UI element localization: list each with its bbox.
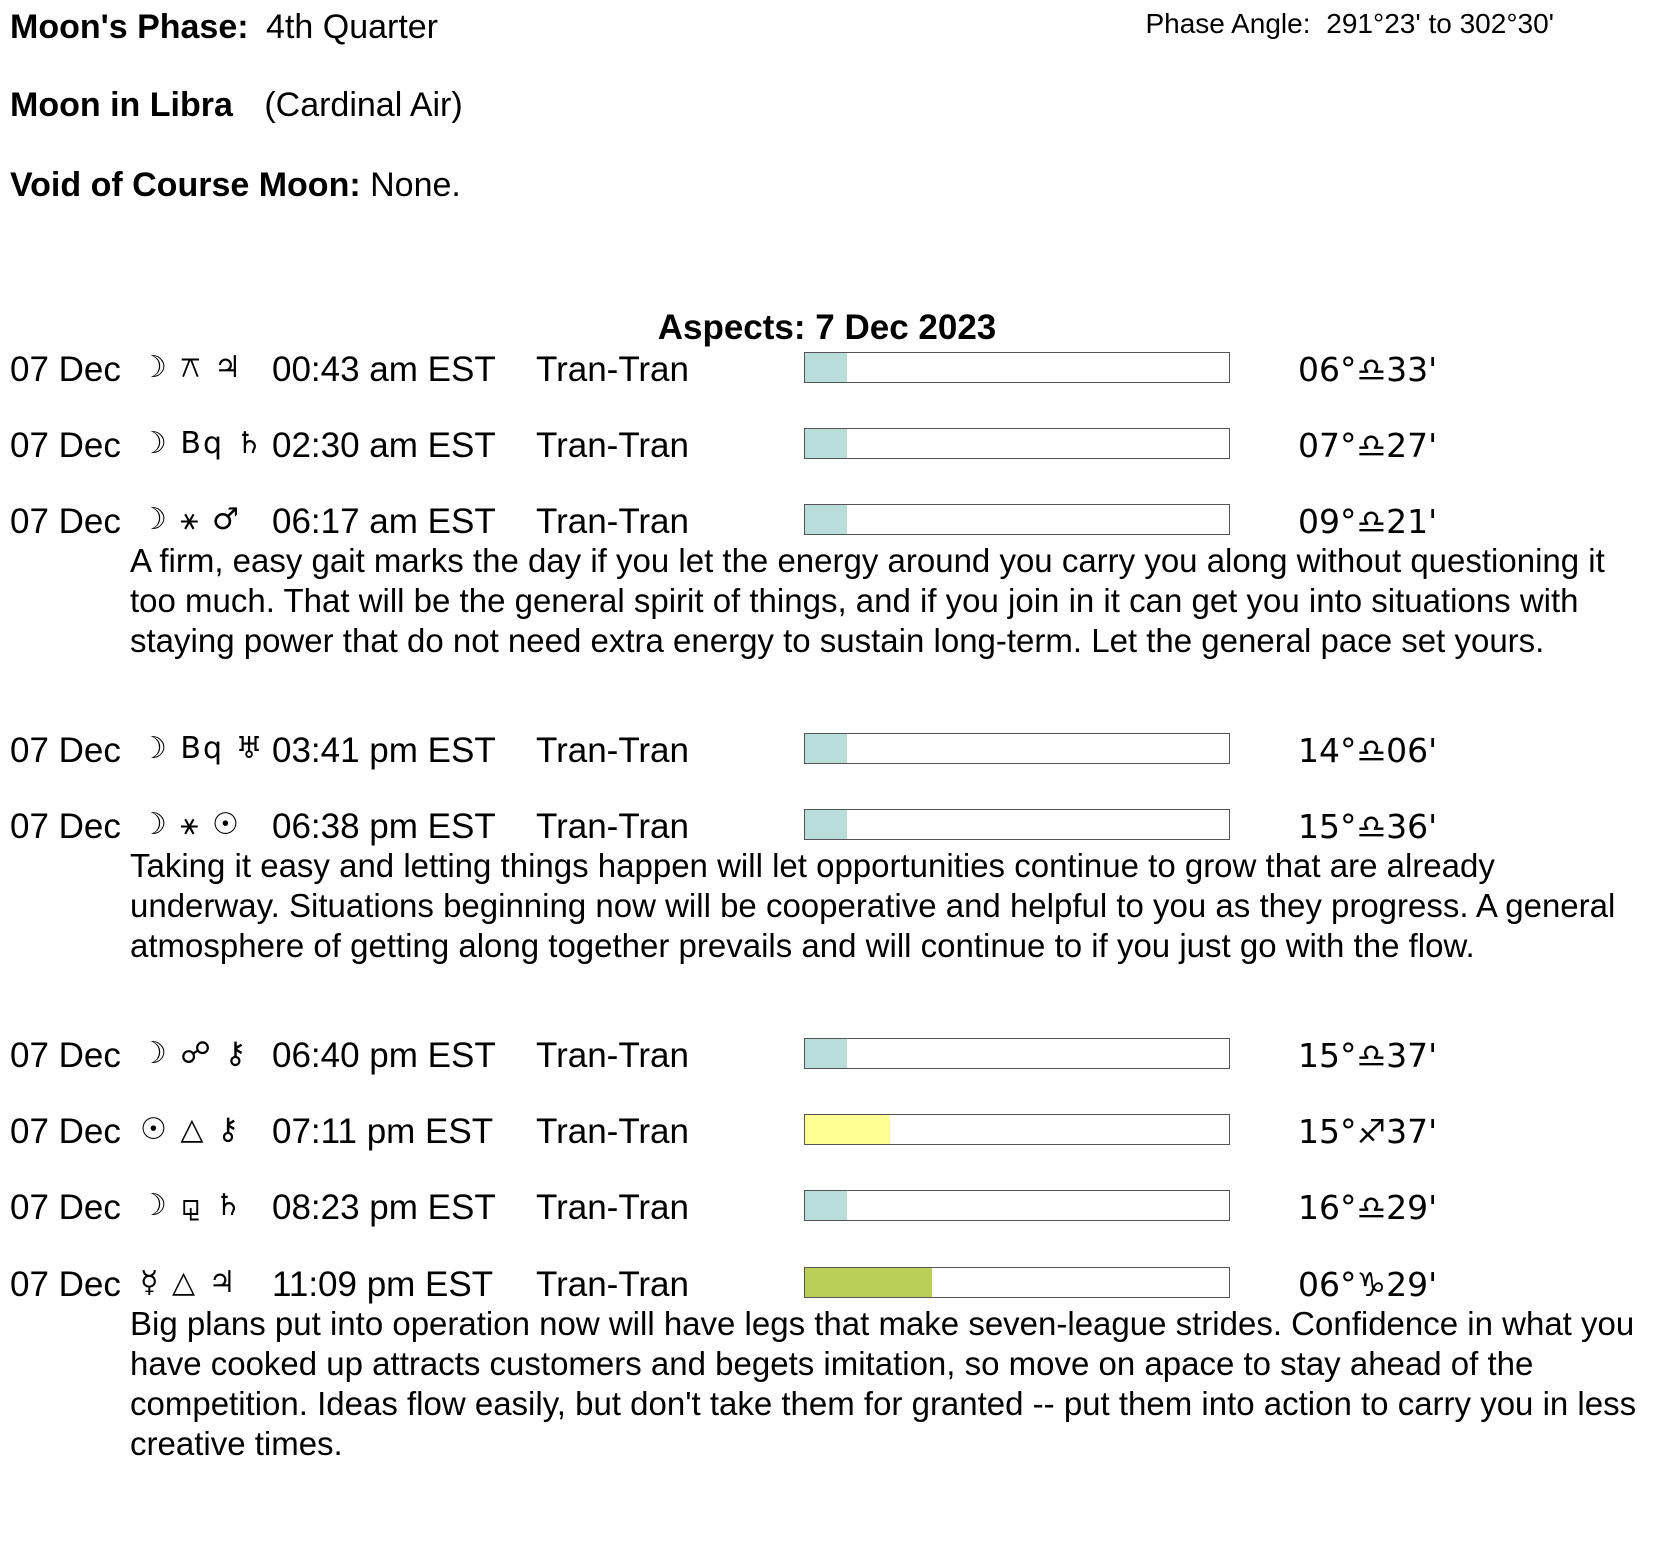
- moon-phase-label: Moon's Phase:: [10, 8, 249, 46]
- aspect-time: 11:09 pm EST: [272, 1265, 494, 1304]
- aspect-position: 16°♎29': [1298, 1188, 1438, 1227]
- aspect-strength-bar: [804, 1190, 1230, 1221]
- aspect-glyphs: ☽ ⚹ ♂: [140, 502, 241, 537]
- aspect-date: 07 Dec: [10, 731, 121, 770]
- aspect-strength-fill: [805, 429, 847, 458]
- aspect-position: 14°♎06': [1298, 731, 1438, 770]
- aspect-strength-fill: [805, 734, 847, 763]
- aspect-glyphs: ☽ ⚹ ☉: [140, 807, 241, 842]
- aspect-position: 07°♎27': [1298, 426, 1438, 465]
- aspect-date: 07 Dec: [10, 502, 121, 541]
- aspect-position: 15°♎37': [1298, 1036, 1438, 1075]
- aspect-position: 15°♎36': [1298, 807, 1438, 846]
- aspect-kind: Tran-Tran: [536, 1036, 689, 1075]
- aspect-date: 07 Dec: [10, 1112, 121, 1151]
- aspect-time: 02:30 am EST: [272, 426, 496, 465]
- aspect-position: 06°♎33': [1298, 350, 1438, 389]
- aspect-strength-bar: [804, 504, 1230, 535]
- aspect-glyphs: ☽ Bq ♄: [140, 426, 265, 461]
- aspect-date: 07 Dec: [10, 1188, 121, 1227]
- aspect-kind: Tran-Tran: [536, 1265, 689, 1304]
- aspect-time: 07:11 pm EST: [272, 1112, 494, 1151]
- aspect-time: 00:43 am EST: [272, 350, 496, 389]
- phase-angle-value: 291°23' to 302°30': [1326, 8, 1554, 39]
- moon-sign-label: Moon in Libra: [10, 86, 233, 124]
- aspect-glyphs: ☽ Bq ♅: [140, 731, 265, 766]
- aspect-position: 09°♎21': [1298, 502, 1438, 541]
- aspect-glyphs: ☽ ⚻ ♃: [140, 350, 243, 385]
- aspect-strength-fill: [805, 505, 847, 534]
- aspect-strength-fill: [805, 1115, 890, 1144]
- phase-angle-label: Phase Angle:: [1145, 8, 1311, 39]
- aspect-date: 07 Dec: [10, 350, 121, 389]
- aspect-strength-fill: [805, 353, 847, 382]
- aspect-date: 07 Dec: [10, 1036, 121, 1075]
- aspect-strength-bar: [804, 352, 1230, 383]
- aspect-time: 08:23 pm EST: [272, 1188, 496, 1227]
- aspect-glyphs: ☽ ☍ ⚷: [140, 1036, 249, 1071]
- aspect-kind: Tran-Tran: [536, 731, 689, 770]
- aspect-strength-bar: [804, 1038, 1230, 1069]
- aspect-kind: Tran-Tran: [536, 502, 689, 541]
- aspect-time: 03:41 pm EST: [272, 731, 496, 770]
- aspect-strength-bar: [804, 1114, 1230, 1145]
- aspect-date: 07 Dec: [10, 807, 121, 846]
- aspect-kind: Tran-Tran: [536, 426, 689, 465]
- aspect-strength-bar: [804, 733, 1230, 764]
- aspect-time: 06:17 am EST: [272, 502, 496, 541]
- aspect-strength-fill: [805, 1191, 847, 1220]
- aspect-time: 06:38 pm EST: [272, 807, 496, 846]
- aspect-row: [0, 1188, 1654, 1234]
- aspect-row: [0, 731, 1654, 777]
- aspect-position: 06°♑29': [1298, 1265, 1438, 1304]
- aspect-description: Taking it easy and letting things happen will let opportunities continue to grow that are already underway. Situations beginning now will be cooperative and helpful to you as they progress. A general atmosphere of getting along together prevails and will continue to if you just go with the flow.: [130, 847, 1616, 964]
- aspect-glyphs: ☉ △ ⚷: [140, 1112, 242, 1147]
- aspect-row: [0, 426, 1654, 472]
- aspect-time: 06:40 pm EST: [272, 1036, 496, 1075]
- aspect-strength-bar: [804, 1267, 1230, 1298]
- aspect-glyphs: ☽ ⚼ ♄: [140, 1188, 244, 1223]
- aspect-date: 07 Dec: [10, 1265, 121, 1304]
- aspect-position: 15°♐37': [1298, 1112, 1438, 1151]
- moon-phase-line: [10, 8, 438, 47]
- void-of-course-line: [10, 166, 461, 205]
- moon-sign-detail: (Cardinal Air): [264, 86, 463, 124]
- aspect-kind: Tran-Tran: [536, 1188, 689, 1227]
- aspect-description: A firm, easy gait marks the day if you let the energy around you carry you along without questioning it too much. That will be the general spirit of things, and if you join in it can get you into situations with staying power that do not need extra energy to sustain long-term. Let the general pace set yours.: [130, 542, 1605, 659]
- aspects-title: Aspects: 7 Dec 2023: [657, 308, 997, 347]
- aspect-strength-fill: [805, 1268, 932, 1297]
- void-of-course-value: None.: [370, 166, 461, 204]
- void-of-course-label: Void of Course Moon:: [10, 166, 361, 204]
- phase-angle-line: [1145, 8, 1554, 40]
- aspect-kind: Tran-Tran: [536, 1112, 689, 1151]
- aspect-glyphs: ☿ △ ♃: [140, 1265, 238, 1300]
- aspect-row: [0, 1036, 1654, 1082]
- aspect-kind: Tran-Tran: [536, 807, 689, 846]
- aspect-row: [0, 350, 1654, 396]
- aspect-date: 07 Dec: [10, 426, 121, 465]
- aspect-row: [0, 1112, 1654, 1158]
- aspect-strength-fill: [805, 1039, 847, 1068]
- aspect-kind: Tran-Tran: [536, 350, 689, 389]
- aspect-strength-bar: [804, 428, 1230, 459]
- moon-phase-value: 4th Quarter: [266, 8, 439, 46]
- aspect-strength-fill: [805, 810, 847, 839]
- aspect-strength-bar: [804, 809, 1230, 840]
- moon-sign-line: [10, 86, 463, 125]
- aspect-description: Big plans put into operation now will have legs that make seven-league strides. Confidence in what you have cooked up attracts customers and begets imitation, so move on apace to stay ahead of the competition. Ideas flow easily, but don't take them for granted -- put them into action to carry you in less creative times.: [130, 1305, 1637, 1462]
